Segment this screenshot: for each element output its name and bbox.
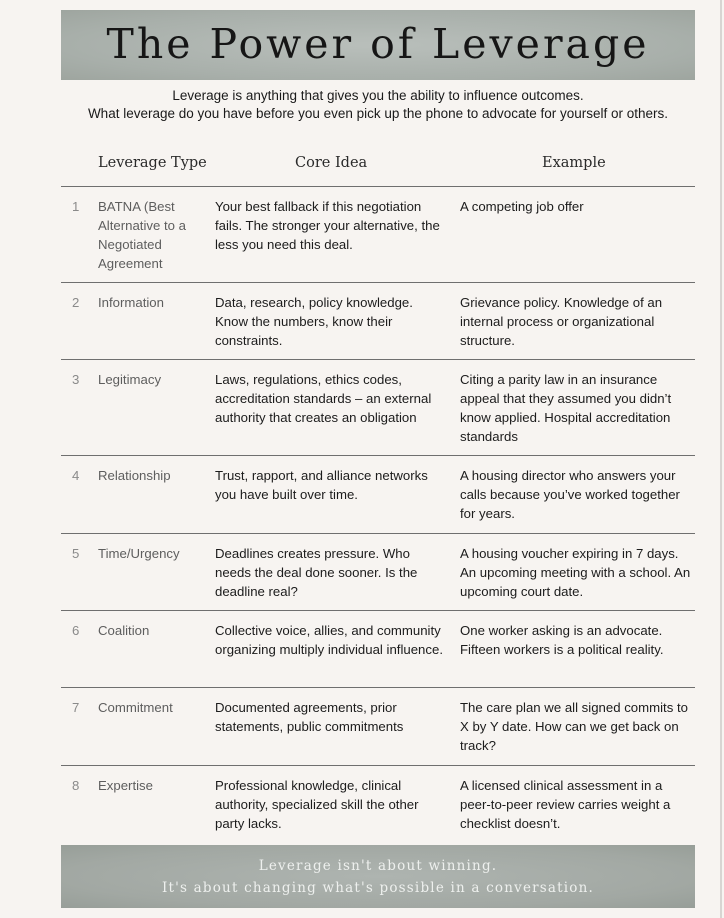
footer-banner: [61, 845, 695, 908]
row-leverage-type: Relationship: [98, 468, 171, 483]
intro-line-2: What leverage do you have before you even pick up the phone to advocate for yourself or others.: [87, 106, 669, 121]
row-core-idea: Trust, rapport, and alliance networks you have built over time.: [215, 468, 428, 502]
table-row: [61, 611, 695, 688]
intro-line-1: Leverage is anything that gives you the ability to influence outcomes.: [172, 88, 584, 103]
row-leverage-type: BATNA (Best Alternative to a Negotiated Agreement: [98, 199, 186, 271]
row-example: The care plan we all signed commits to X by Y date. How can we get back on track?: [460, 700, 688, 753]
page-title: The Power of Leverage: [106, 20, 650, 68]
header-core-idea: Core Idea: [295, 155, 368, 171]
row-leverage-type: Coalition: [98, 623, 150, 638]
table-row: [61, 283, 695, 360]
table-row: [61, 187, 695, 283]
row-core-idea: Data, research, policy knowledge. Know the numbers, know their constraints.: [215, 295, 413, 348]
header-example: Example: [542, 155, 606, 171]
row-number: 1: [72, 199, 80, 214]
row-leverage-type: Commitment: [98, 700, 173, 715]
row-leverage-type: Time/Urgency: [98, 546, 180, 561]
row-core-idea: Documented agreements, prior statements, public commitments: [215, 700, 404, 734]
row-core-idea: Deadlines creates pressure. Who needs the deal done sooner. Is the deadline real?: [215, 546, 418, 599]
intro-text: [61, 87, 695, 123]
row-example: A competing job offer: [460, 199, 584, 214]
row-number: 2: [72, 295, 80, 310]
table-row: [61, 766, 695, 843]
row-number: 8: [72, 778, 80, 793]
row-example: A licensed clinical assessment in a peer-to-peer review carries weight a checklist doesn’t.: [460, 778, 671, 831]
row-example: A housing voucher expiring in 7 days. An upcoming meeting with a school. An upcoming court date.: [460, 546, 691, 599]
row-number: 4: [72, 468, 80, 483]
footer-line-1: Leverage isn't about winning.: [258, 858, 498, 874]
row-leverage-type: Legitimacy: [98, 372, 162, 387]
row-leverage-type: Expertise: [98, 778, 153, 793]
footer-line-2: It's about changing what's possible in a conversation.: [161, 880, 595, 896]
table-header: [61, 152, 695, 187]
row-example: Citing a parity law in an insurance appeal that they assumed you didn’t know applied. Hospital accreditation standards: [460, 372, 672, 444]
table-row: [61, 360, 695, 456]
row-example: One worker asking is an advocate. Fifteen workers is a political reality.: [460, 623, 664, 657]
table-row: [61, 534, 695, 611]
row-number: 7: [72, 700, 80, 715]
table-row: [61, 688, 695, 766]
row-core-idea: Collective voice, allies, and community organizing multiply individual influence.: [215, 623, 443, 657]
row-core-idea: Your best fallback if this negotiation fails. The stronger your alternative, the less you need this deal.: [215, 199, 440, 252]
title-banner: [61, 10, 695, 80]
row-number: 6: [72, 623, 80, 638]
row-example: Grievance policy. Knowledge of an internal process or organizational structure.: [460, 295, 663, 348]
row-core-idea: Laws, regulations, ethics codes, accreditation standards – an external authority that creates an obligation: [215, 372, 432, 425]
table-row: [61, 456, 695, 534]
row-example: A housing director who answers your calls because you’ve worked together for years.: [460, 468, 680, 521]
row-leverage-type: Information: [98, 295, 164, 310]
row-number: 5: [72, 546, 80, 561]
header-leverage-type: Leverage Type: [98, 155, 207, 171]
row-number: 3: [72, 372, 80, 387]
row-core-idea: Professional knowledge, clinical authority, specialized skill the other party lacks.: [215, 778, 419, 831]
